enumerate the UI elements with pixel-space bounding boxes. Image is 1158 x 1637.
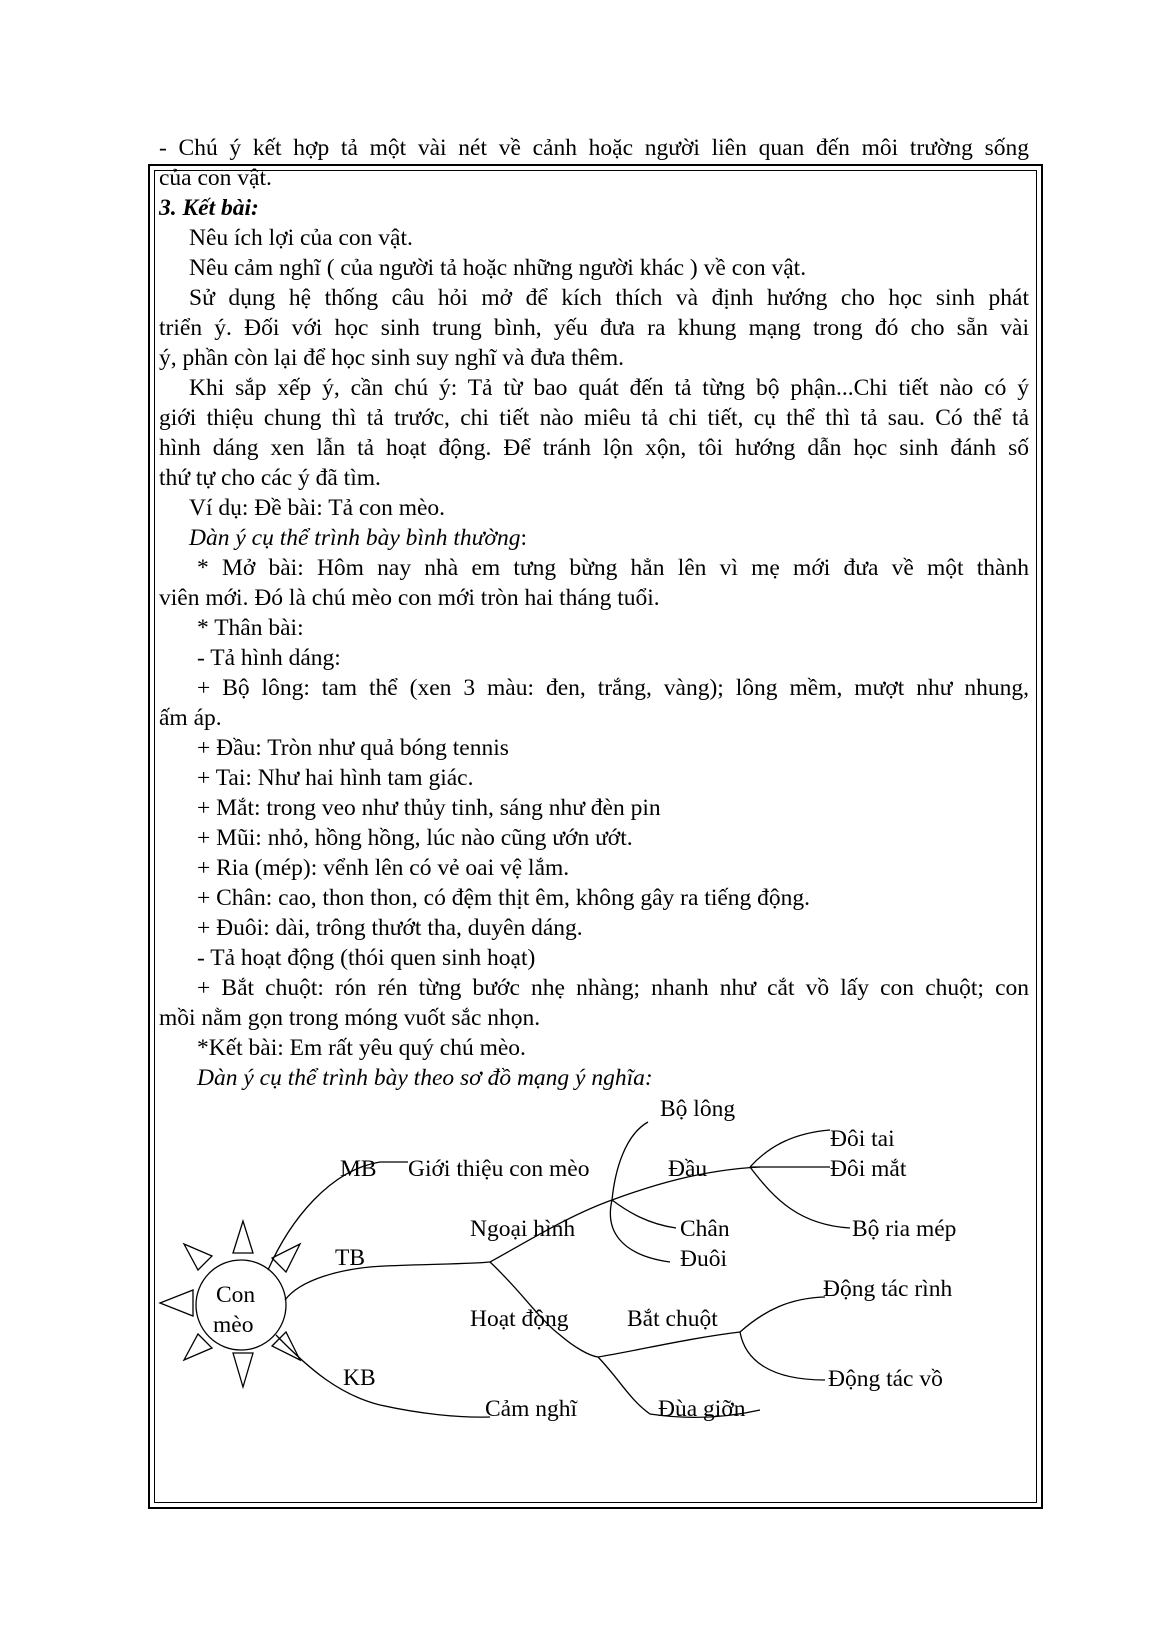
normal-outline-colon: : [520,525,527,551]
sun-ray-top-right [272,1244,300,1272]
open-line-2: viên mới. Đó là chú mèo con mới tròn hai tháng tuổi. [159,585,660,611]
sun-ray-bottom-right [272,1332,300,1360]
legs-line: + Chân: cao, thon thon, có đệm thịt êm, không gây ra tiếng động. [197,885,811,911]
arrange-line-4: thứ tự cho các ý đã tìm. [159,465,381,491]
sun-ray-top-left [184,1244,212,1270]
fur-line-2: ấm áp. [159,705,222,731]
connector-fur [612,1122,648,1200]
tail-line: + Đuôi: dài, trông thướt tha, duyên dáng. [197,915,583,941]
sun-ray-bottom [233,1353,253,1387]
tail-node: Đuôi [680,1246,727,1272]
stalking-node: Động tác rình [823,1276,953,1302]
connector-hunting [598,1332,740,1357]
ears-line: + Tai: Như hai hình tam giác. [197,765,474,791]
method-line-1: Sử dụng hệ thống câu hỏi mở để kích thích và định hướng cho học sinh phát [189,285,1029,311]
connector-tail [610,1200,670,1262]
example-title: Ví dụ: Đề bài: Tả con mèo. [189,495,446,521]
head-node: Đầu [668,1156,708,1182]
whiskers-node: Bộ ria mép [852,1216,957,1242]
mb-topic-label: Giới thiệu con mèo [408,1156,590,1182]
mindmap-heading: Dàn ý cụ thể trình bày theo sơ đồ mạng ý nghĩa: [197,1065,653,1091]
whiskers-line: + Ria (mép): vểnh lên có vẻ oai vệ lắm. [197,855,570,881]
conclusion-feeling: Nêu cảm nghĩ ( của người tả hoặc những người khác ) về con vật. [189,255,807,281]
nose-line: + Mũi: nhỏ, hồng hồng, lúc nào cũng ướn ướt. [197,825,633,851]
connector-kb [276,1335,490,1417]
tb-label: TB [335,1245,366,1271]
head-line: + Đầu: Tròn như quả bóng tennis [197,735,509,761]
body-label: * Thân bài: [197,615,304,641]
sun-ray-top [233,1221,253,1253]
activity-node: Hoạt động [470,1306,569,1332]
center-label-1: Con [216,1282,256,1308]
sun-ray-left [160,1290,193,1316]
center-label-2: mèo [213,1312,254,1338]
ears-node: Đôi tai [830,1126,895,1152]
mb-label: MB [340,1156,377,1182]
legs-node: Chân [680,1216,730,1242]
intro-line-1: - Chú ý kết hợp tả một vài nét về cảnh hoặc người liên quan đến môi trường sống [159,135,1029,161]
hunting-line-1: + Bắt chuột: rón rén từng bước nhẹ nhàng; nhanh như cắt vồ lấy con chuột; con [197,975,1029,1001]
fur-line-1: + Bộ lông: tam thể (xen 3 màu: đen, trắng, vàng); lông mềm, mượt như nhung, [197,675,1029,701]
feeling-node: Cảm nghĩ [485,1396,578,1422]
arrange-line-2: giới thiệu chung thì tả trước, chi tiết nào miêu tả chi tiết, cụ thể thì tả sau. Có thể tả [159,405,1029,431]
conclusion-benefit: Nêu ích lợi của con vật. [189,225,413,251]
hunting-line-2: mồi nằm gọn trong móng vuốt sắc nhọn. [159,1005,541,1031]
kb-label: KB [343,1365,376,1391]
connector-stalking [740,1297,825,1332]
eyes-line: + Mắt: trong veo như thủy tinh, sáng như đèn pin [197,795,661,821]
hunting-node: Bắt chuột [627,1306,718,1332]
connector-pouncing [740,1332,825,1380]
eyes-node: Đôi mắt [830,1156,907,1182]
sun-ray-bottom-left [184,1334,212,1360]
arrange-line-1: Khi sắp xếp ý, cần chú ý: Tả từ bao quát đến tả từng bộ phận...Chi tiết nào có ý [189,375,1029,401]
pouncing-node: Động tác vồ [828,1366,943,1392]
intro-line-2: của con vật. [159,165,272,191]
normal-outline-label: Dàn ý cụ thể trình bày bình thường [189,525,521,551]
arrange-line-3: hình dáng xen lẫn tả hoạt động. Để tránh lộn xộn, tôi hướng dẫn học sinh đánh số [159,435,1029,461]
method-line-2: triển ý. Đối với học sinh trung bình, yếu đưa ra khung mạng trong đó cho sẵn vài [159,315,1029,341]
appearance-label: - Tả hình dáng: [197,645,341,671]
playing-node: Đùa giỡn [658,1396,746,1422]
method-line-3: ý, phần còn lại để học sinh suy nghĩ và đưa thêm. [159,345,625,371]
connector-tb [285,1262,490,1300]
appearance-node: Ngoại hình [470,1216,576,1242]
conclusion-heading: 3. Kết bài: [159,195,259,221]
connector-legs [612,1200,676,1228]
connector-ears [750,1130,830,1167]
fur-node: Bộ lông [660,1096,736,1122]
activity-label: - Tả hoạt động (thói quen sinh hoạt) [197,945,536,971]
open-line-1: * Mở bài: Hôm nay nhà em tưng bừng hẳn lên vì mẹ mới đưa về một thành [197,555,1029,581]
ending-line: *Kết bài: Em rất yêu quý chú mèo. [197,1035,526,1061]
